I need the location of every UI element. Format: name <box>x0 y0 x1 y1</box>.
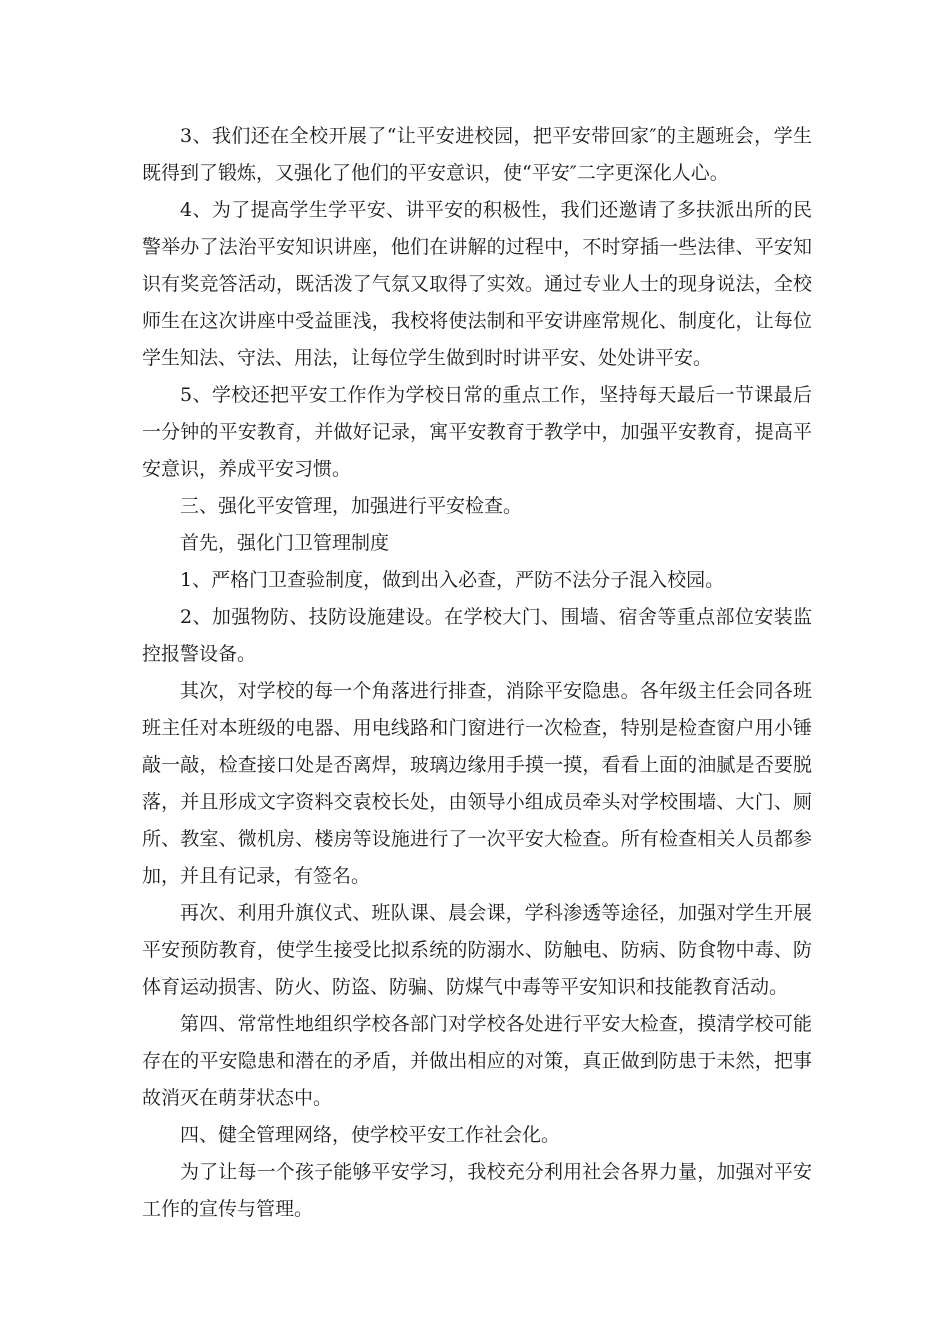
paragraph-item-3-class-meeting: 3、我们还在全校开展了“让平安进校园，把平安带回家″的主题班会，学生既得到了锻炼，又强化了他们的平安意识，使“平安″二字更深化人心。 <box>142 125 812 184</box>
paragraph-item-1-gate-check: 1、严格门卫查验制度，做到出入必查，严防不法分子混入校园。 <box>180 569 725 591</box>
section-heading-3: 三、强化平安管理，加强进行平安检查。 <box>180 495 523 517</box>
paragraph-item-2-security-facilities: 2、加强物防、技防设施建设。在学校大门、围墙、宿舍等重点部位安装监控报警设备。 <box>142 606 812 665</box>
paragraph-first-gate-management: 首先，强化门卫管理制度 <box>180 532 390 554</box>
document-body <box>142 118 812 1228</box>
paragraph-fourth-regular-inspection: 第四、常常性地组织学校各部门对学校各处进行平安大检查，摸清学校可能存在的平安隐患和潜在的矛盾，并做出相应的对策，真正做到防患于未然，把事故消灭在萌芽状态中。 <box>142 1013 812 1109</box>
paragraph-item-4-legal-lecture: 4、为了提高学生学平安、讲平安的积极性，我们还邀请了多扶派出所的民警举办了法治平安知识讲座，他们在讲解的过程中，不时穿插一些法律、平安知识有奖竞答活动，既活泼了气氛又取得了实效。通过专业人士的现身说法，全校师生在这次讲座中受益匪浅，我校将使法制和平安讲座常规化、制度化，让每位学生知法、守法、用法，让每位学生做到时时讲平安、处处讲平安。 <box>142 199 812 369</box>
paragraph-community-support: 为了让每一个孩子能够平安学习，我校充分利用社会各界力量，加强对平安工作的宣传与管理。 <box>142 1161 812 1220</box>
paragraph-second-inspection: 其次，对学校的每一个角落进行排查，消除平安隐患。各年级主任会同各班班主任对本班级的电器、用电线路和门窗进行一次检查，特别是检查窗户用小锤敲一敲，检查接口处是否离焊，玻璃边缘用手摸一摸，看看上面的油腻是否要脱落，并且形成文字资料交袁校长处，由领导小组成员牵头对学校围墙、大门、厕所、教室、微机房、楼房等设施进行了一次平安大检查。所有检查相关人员都参加，并且有记录，有签名。 <box>142 680 812 887</box>
section-heading-4: 四、健全管理网络，使学校平安工作社会化。 <box>180 1124 561 1146</box>
paragraph-item-5-daily-education: 5、学校还把平安工作作为学校日常的重点工作，坚持每天最后一节课最后一分钟的平安教育，并做好记录，寓平安教育于教学中，加强平安教育，提高平安意识，养成平安习惯。 <box>142 384 812 480</box>
paragraph-third-education: 再次、利用升旗仪式、班队课、晨会课，学科渗透等途径，加强对学生开展平安预防教育，使学生接受比拟系统的防溺水、防触电、防病、防食物中毒、防体育运动损害、防火、防盗、防骗、防煤气中毒等平安知识和技能教育活动。 <box>142 902 812 998</box>
